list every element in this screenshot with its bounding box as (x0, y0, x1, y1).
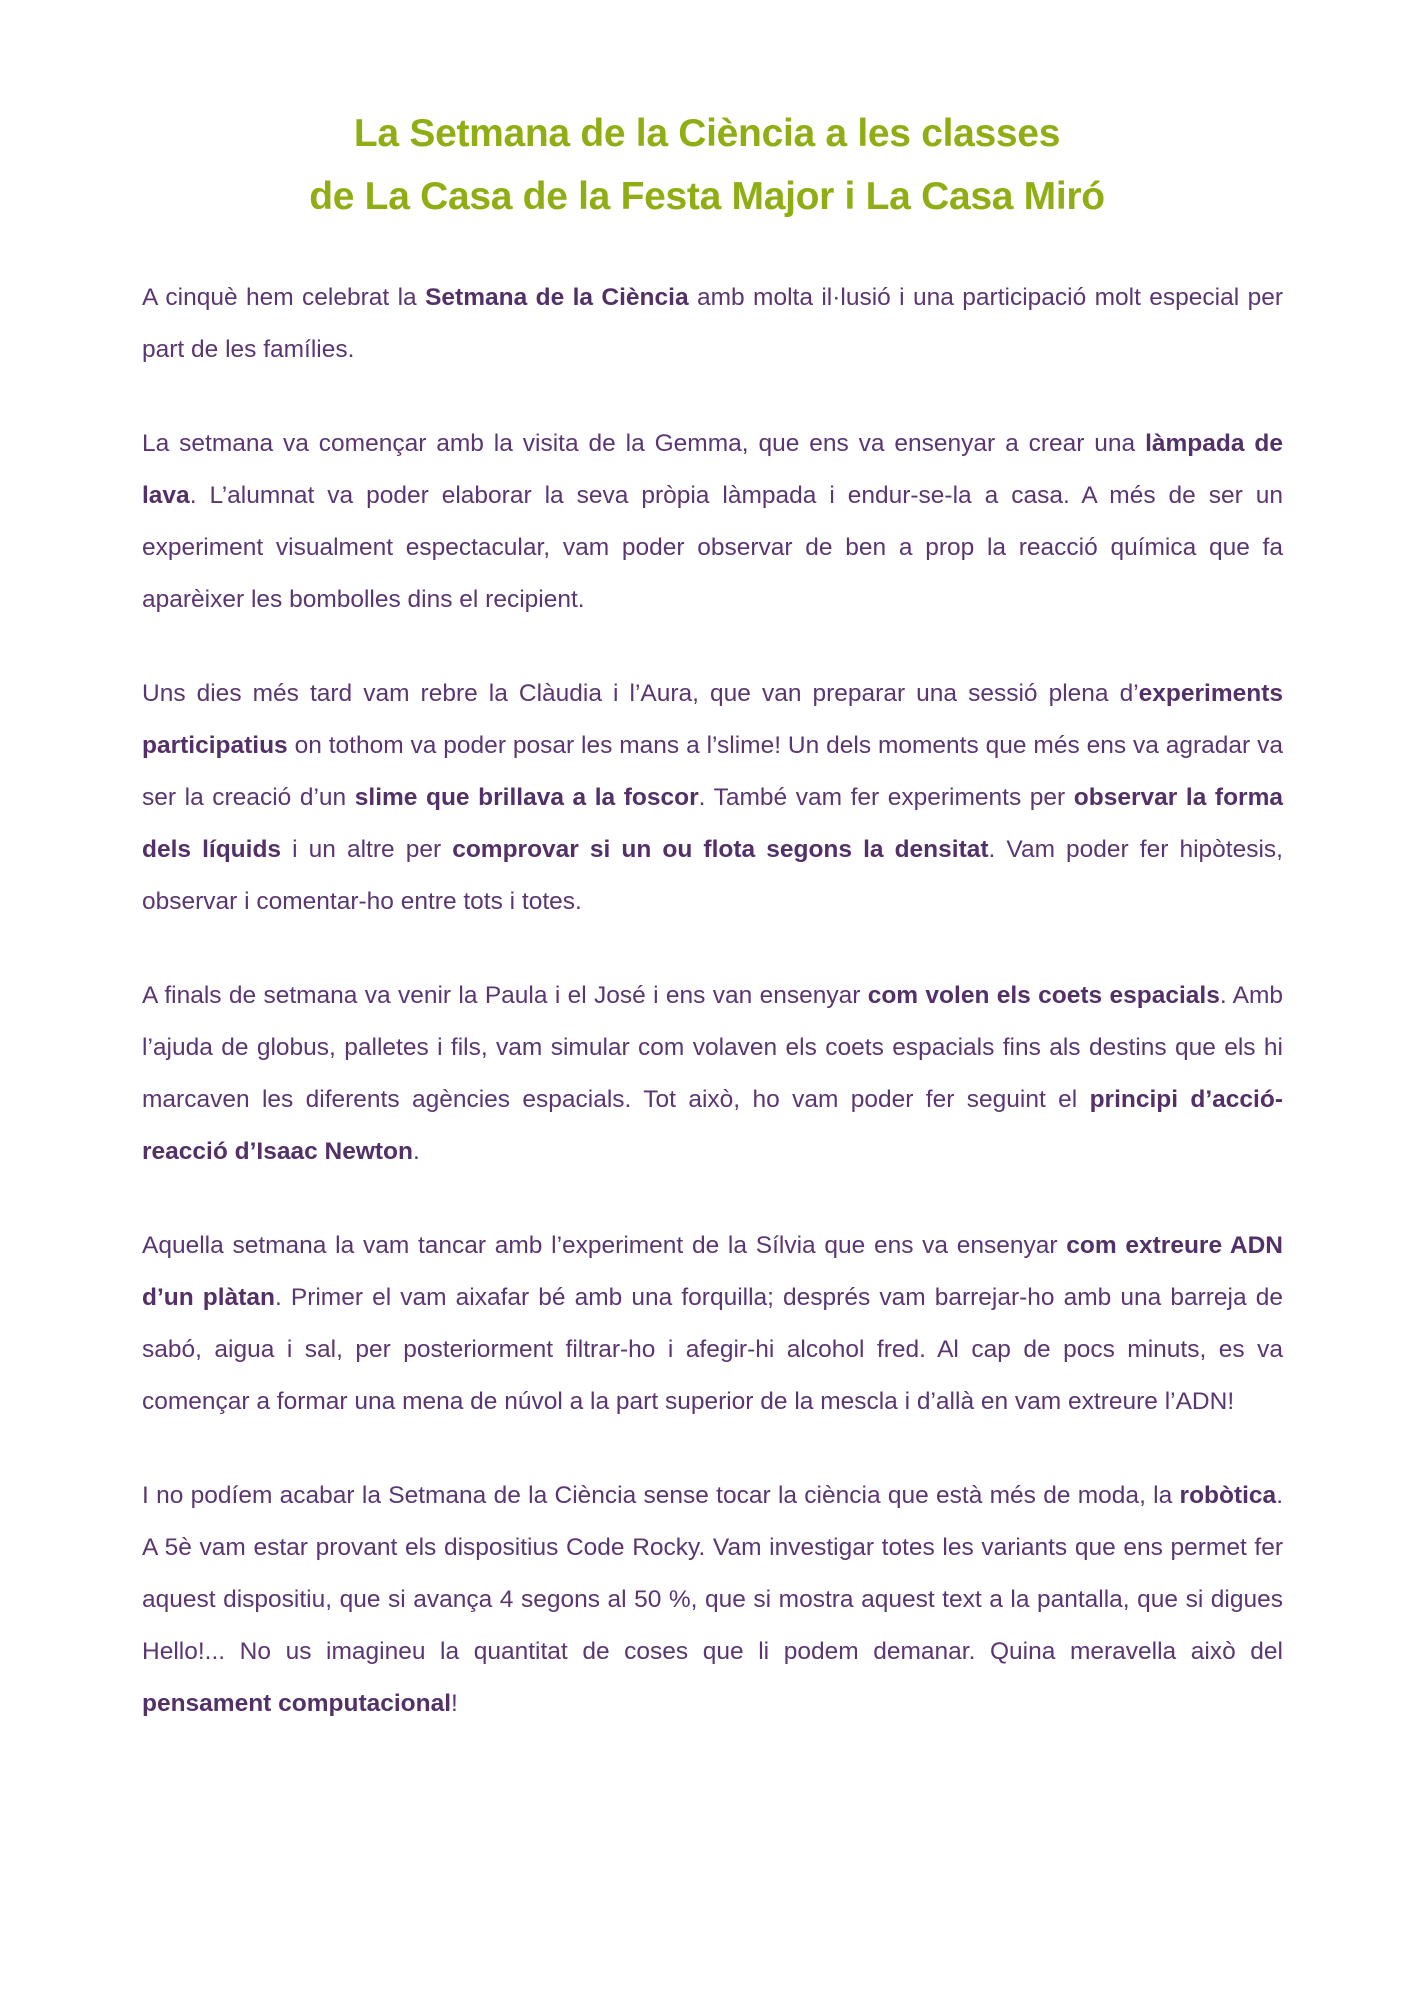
paragraph (142, 272, 1283, 376)
text-run: . Amb l’ajuda de globus, palletes i fils, vam simular com volaven els coets espacials fins als destins que els hi marcaven les diferents agències espacials. Tot això, ho vam poder fer seguint el (142, 982, 1283, 1113)
paragraph (142, 418, 1283, 626)
bold-text: comprovar si un ou flota segons la densitat (452, 836, 989, 863)
text-run: ! (451, 1690, 458, 1717)
text-run: A finals de setmana va venir la Paula i el José i ens van ensenyar (142, 982, 868, 1009)
paragraph (142, 1220, 1283, 1428)
text-run: I no podíem acabar la Setmana de la Ciència sense tocar la ciència que està més de moda, la (142, 1482, 1180, 1509)
bold-text: slime que brillava a la foscor (354, 784, 699, 811)
bold-text: Setmana de la Ciència (425, 284, 689, 311)
bold-text: làmpada de lava (142, 430, 1283, 509)
article-body (142, 272, 1283, 1772)
text-run: i un altre per (281, 836, 453, 863)
text-run: Uns dies més tard vam rebre la Clàudia i l’Aura, que van preparar una sessió plena d’ (142, 680, 1139, 707)
text-run: . Primer el vam aixafar bé amb una forquilla; després vam barrejar-ho amb una barreja de sabó, aigua i sal, per posteriorment filtrar-ho i afegir-hi alcohol fred. Al cap de pocs minuts, es va començar a formar una mena de núvol a la part superior de la mescla i d’allà en vam extreure l’ADN! (142, 1284, 1283, 1415)
bold-text: com volen els coets espacials (867, 982, 1220, 1009)
text-run: A cinquè hem celebrat la (142, 284, 426, 311)
paragraph (142, 668, 1283, 928)
text-run: . L’alumnat va poder elaborar la seva pròpia làmpada i endur-se-la a casa. A més de ser un experiment visualment espectacular, vam poder observar de ben a prop la reacció química que fa aparèixer les bombolles dins el recipient. (142, 482, 1283, 613)
bold-text: principi d’acció-reacció d’Isaac Newton (142, 1086, 1283, 1165)
paragraph (142, 970, 1283, 1178)
title-line-2: de La Casa de la Festa Major i La Casa Miró (309, 175, 1105, 218)
bold-text: com extreure ADN d’un plàtan (142, 1232, 1283, 1311)
text-run: . (412, 1138, 420, 1165)
text-run: amb molta il·lusió i una participació molt especial per part de les famílies. (142, 284, 1283, 363)
title-line-1: La Setmana de la Ciència a les classes (353, 112, 1061, 155)
bold-text: robòtica (1179, 1482, 1277, 1509)
bold-text: observar la forma dels líquids (142, 784, 1283, 863)
text-run: . També vam fer experiments per (698, 784, 1074, 811)
page-title (0, 102, 1414, 228)
text-run: . A 5è vam estar provant els dispositius Code Rocky. Vam investigar totes les variants que ens permet fer aquest dispositiu, que si avança 4 segons al 50 %, que si mostra aquest text a la pantalla, que si digues Hello!... No us imagineu la quantitat de coses que li podem demanar. Quina meravella això del (142, 1482, 1283, 1665)
text-run: La setmana va començar amb la visita de la Gemma, que ens va ensenyar a crear una (142, 430, 1146, 457)
bold-text: experiments participatius (142, 680, 1283, 759)
bold-text: pensament computacional (142, 1690, 452, 1717)
text-run: . Vam poder fer hipòtesis, observar i comentar-ho entre tots i totes. (142, 836, 1283, 915)
text-run: on tothom va poder posar les mans a l’slime! Un dels moments que més ens va agradar va ser la creació d’un (142, 732, 1283, 811)
paragraph (142, 1470, 1283, 1730)
text-run: Aquella setmana la vam tancar amb l’experiment de la Sílvia que ens va ensenyar (142, 1232, 1067, 1259)
